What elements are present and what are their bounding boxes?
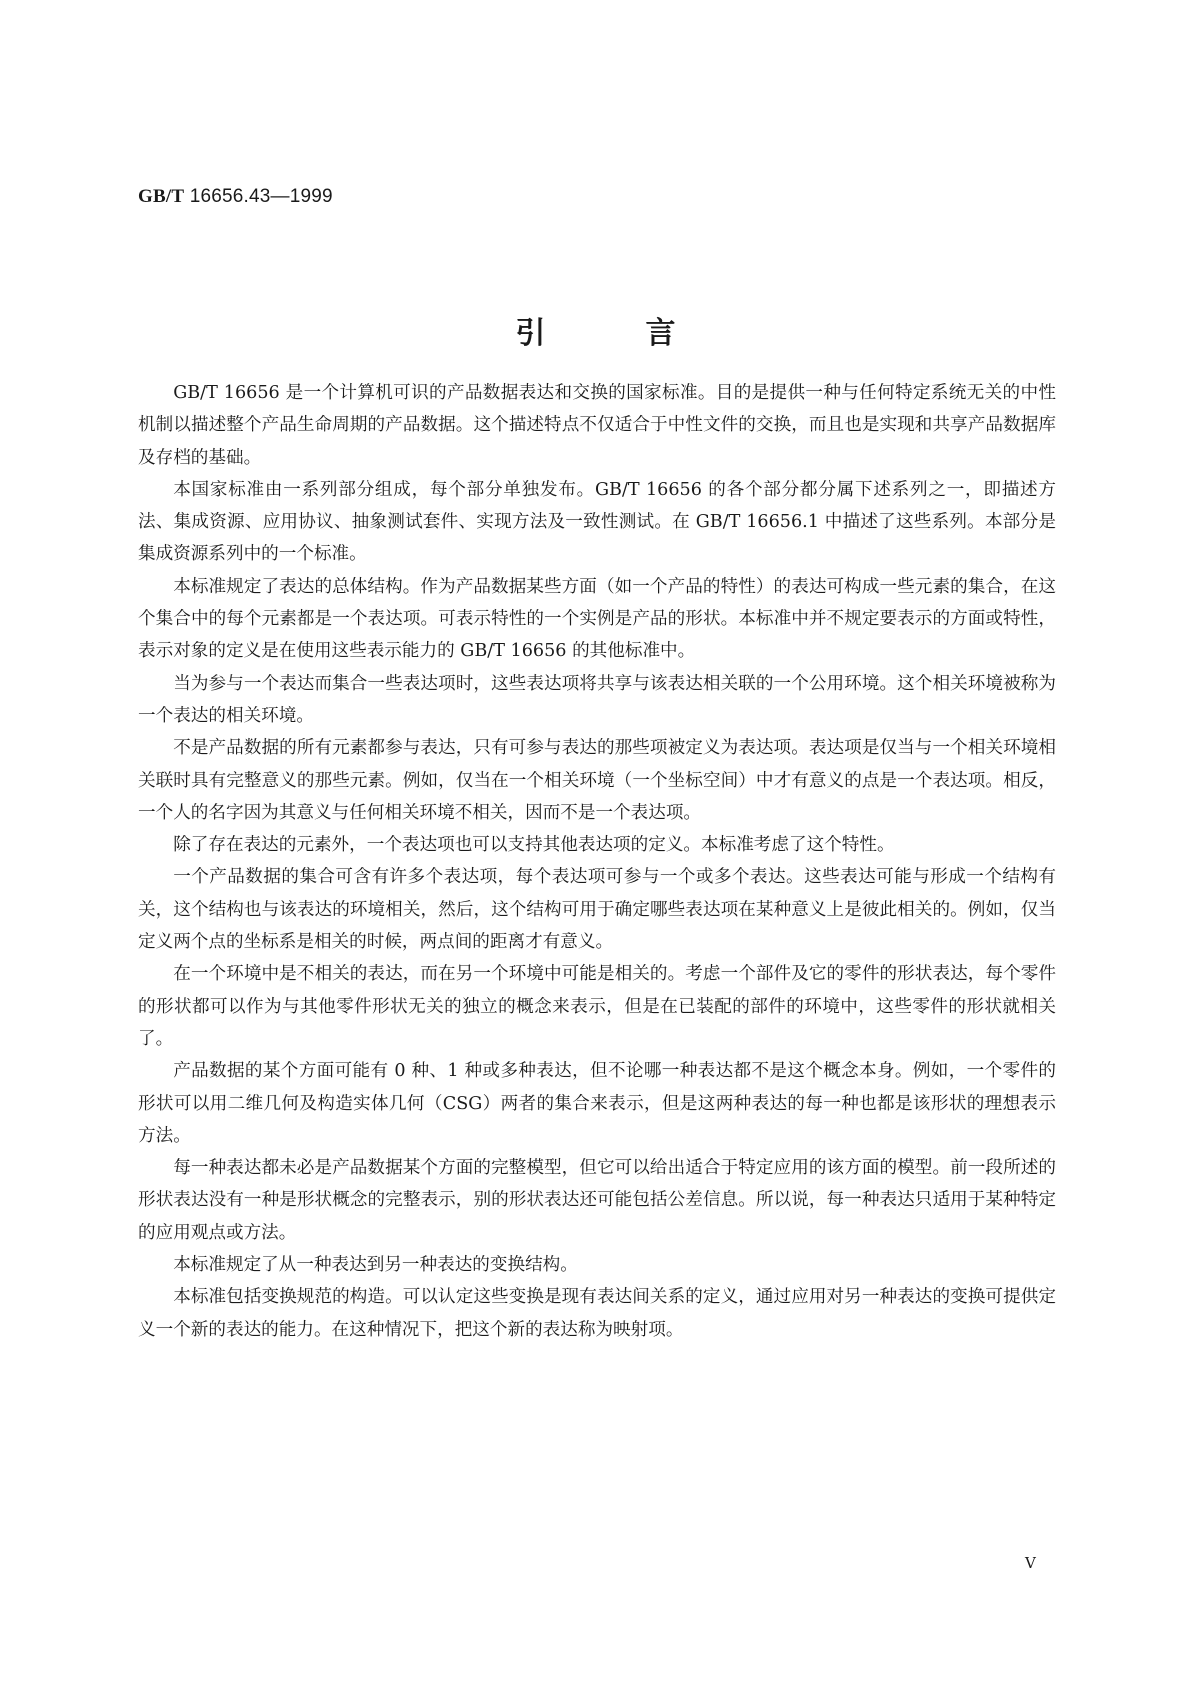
paragraph-12: 本标准包括变换规范的构造。可以认定这些变换是现有表达间关系的定义，通过应用对另一种表达的变换可提供定义一个新的表达的能力。在这种情况下，把这个新的表达称为映射项。 xyxy=(138,1287,1056,1340)
document-code xyxy=(138,186,333,208)
introduction-body xyxy=(138,377,1056,1346)
paragraph-1: GB/T 16656 是一个计算机可识的产品数据表达和交换的国家标准。目的是提供一种与任何特定系统无关的中性机制以描述整个产品生命周期的产品数据。这个描述特点不仅适合于中性文件的交换，而且也是实现和共享产品数据库及存档的基础。 xyxy=(138,383,1056,468)
page-title: 引言 xyxy=(515,316,776,351)
paragraph-6: 除了存在表达的元素外，一个表达项也可以支持其他表达项的定义。本标准考虑了这个特性。 xyxy=(173,835,895,856)
paragraph-5: 不是产品数据的所有元素都参与表达，只有可参与表达的那些项被定义为表达项。表达项是仅当与一个相关环境相关联时具有完整意义的那些元素。例如，仅当在一个相关环境（一个坐标空间）中才有意义的点是一个表达项。相反，一个人的名字因为其意义与任何相关环境不相关，因而不是一个表达项。 xyxy=(138,738,1056,823)
paragraph-11: 本标准规定了从一种表达到另一种表达的变换结构。 xyxy=(173,1255,578,1276)
paragraph-8: 在一个环境中是不相关的表达，而在另一个环境中可能是相关的。考虑一个部件及它的零件的形状表达，每个零件的形状都可以作为与其他零件形状无关的独立的概念来表示，但是在已装配的部件的环境中，这些零件的形状就相关了。 xyxy=(138,964,1056,1049)
paragraph-3: 本标准规定了表达的总体结构。作为产品数据某些方面（如一个产品的特性）的表达可构成一些元素的集合，在这个集合中的每个元素都是一个表达项。可表示特性的一个实例是产品的形状。本标准中并不规定要表示的方面或特性，表示对象的定义是在使用这些表示能力的 GB/T 16656 的其他标准中。 xyxy=(138,576,1056,662)
standard-prefix: GB/T xyxy=(138,186,185,207)
paragraph-9: 产品数据的某个方面可能有 0 种、1 种或多种表达，但不论哪一种表达都不是这个概念本身。例如，一个零件的形状可以用二维几何及构造实体几何（CSG）两者的集合来表示，但是这两种表达的每一种也都是该形状的理想表示方法。 xyxy=(138,1061,1056,1146)
paragraph-7: 一个产品数据的集合可含有许多个表达项，每个表达项可参与一个或多个表达。这些表达可能与形成一个结构有关，这个结构也与该表达的环境相关，然后，这个结构可用于确定哪些表达项在某种意义上是彼此相关的。例如，仅当定义两个点的坐标系是相关的时候，两点间的距离才有意义。 xyxy=(138,867,1056,953)
paragraph-2: 本国家标准由一系列部分组成，每个部分单独发布。GB/T 16656 的各个部分都分属下述系列之一，即描述方法、集成资源、应用协议、抽象测试套件、实现方法及一致性测试。在 GB/T 16656.1 中描述了这些系列。本部分是集成资源系列中的一个标准。 xyxy=(138,479,1056,565)
page-number: V xyxy=(1025,1554,1036,1572)
paragraph-10: 每一种表达都未必是产品数据某个方面的完整模型，但它可以给出适合于特定应用的该方面的模型。前一段所述的形状表达没有一种是形状概念的完整表示，别的形状表达还可能包括公差信息。所以说，每一种表达只适用于某种特定的应用观点或方法。 xyxy=(138,1158,1056,1243)
paragraph-4: 当为参与一个表达而集合一些表达项时，这些表达项将共享与该表达相关联的一个公用环境。这个相关环境被称为一个表达的相关环境。 xyxy=(138,673,1056,726)
standard-number: 16656.43—1999 xyxy=(184,186,333,207)
